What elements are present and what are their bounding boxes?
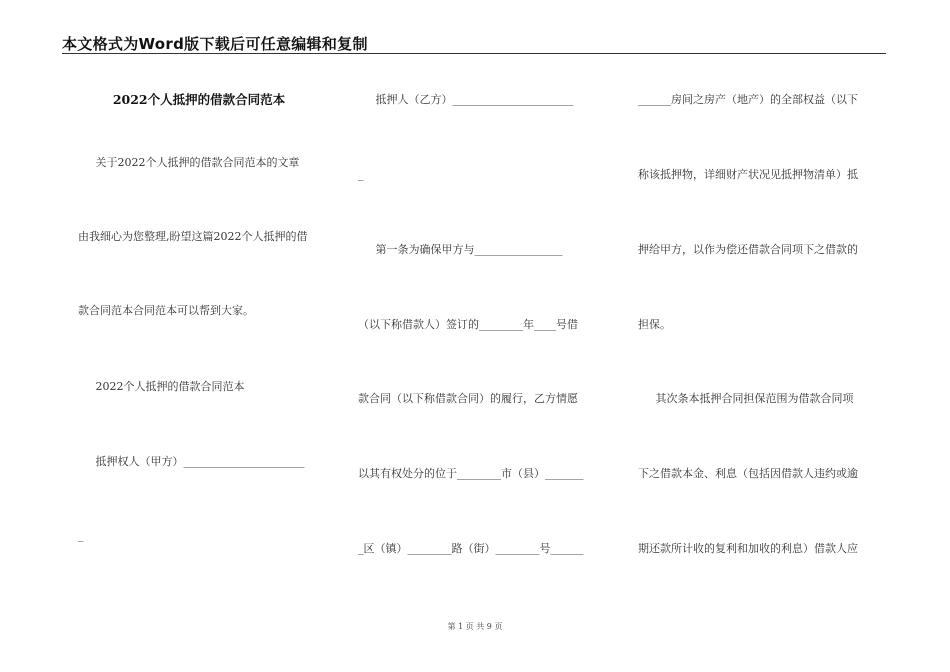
section-heading: 2022个人抵押的借款合同范本 (78, 380, 245, 393)
paragraph-line: 款合同范本合同范本可以帮到大家。 (78, 304, 254, 317)
paragraph-line: 关于2022个人抵押的借款合同范本的文章 (78, 156, 300, 169)
paragraph-line: 押给甲方，以作为偿还借款合同项下之借款的 (638, 243, 858, 256)
paragraph-line: 下之借款本金、利息（包括因借款人违约或逾 (638, 467, 858, 480)
document-title: 2022个人抵押的借款合同范本 (78, 92, 286, 107)
page-number: 第 1 页 共 9 页 (447, 622, 503, 631)
paragraph-line: 由我细心为您整理,盼望这篇2022个人抵押的借 (78, 230, 308, 243)
text-column-2 (358, 0, 603, 672)
text-column-1 (78, 0, 323, 672)
text-column-3 (638, 0, 883, 672)
paragraph-line: _ (358, 168, 364, 181)
paragraph-line: 款合同（以下称借款合同）的履行，乙方情愿 (358, 392, 578, 405)
paragraph-line: 第一条为确保甲方与________________ (358, 243, 563, 256)
paragraph-line: 担保。 (638, 318, 671, 331)
paragraph-line: _区（镇）________路（街）________号______ (358, 542, 584, 555)
paragraph-line: ______房间之房产（地产）的全部权益（以下 (638, 93, 858, 106)
paragraph-line: （以下称借款人）签订的________年____号借 (358, 318, 578, 331)
paragraph-line: _ (78, 529, 84, 542)
paragraph-line: 期还款所计收的复利和加收的利息）借款人应 (638, 542, 858, 555)
paragraph-line: 抵押权人（甲方）______________________ (78, 455, 305, 468)
paragraph-line: 抵押人（乙方）______________________ (358, 93, 574, 106)
paragraph-line: 以其有权处分的位于________市（县）_______ (358, 467, 584, 480)
paragraph-line: 称该抵押物，详细财产状况见抵押物清单）抵 (638, 168, 858, 181)
paragraph-line: 其次条本抵押合同担保范围为借款合同项 (638, 392, 854, 405)
document-header: 本文格式为Word版下载后可任意编辑和复制 (62, 35, 368, 53)
